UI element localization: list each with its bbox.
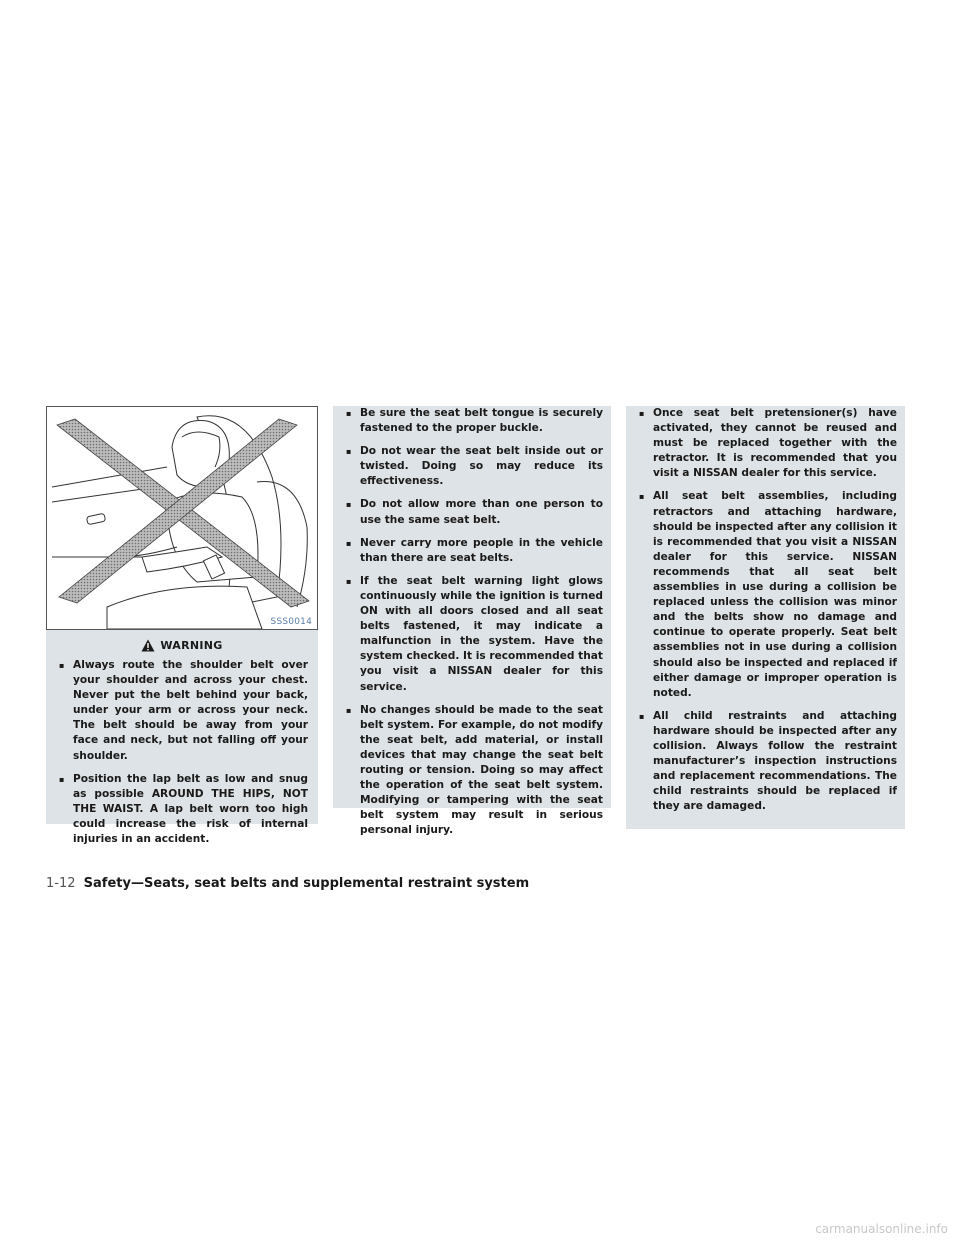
- list-item: ▪ Do not wear the seat belt inside out or twisted. Doing so may reduce its effectiveness.: [343, 444, 603, 489]
- warning-list-col3: [636, 406, 897, 814]
- list-item: ▪ All seat belt assemblies, including retractors and attaching hardware, should be inspected after any collision it is recommended that you visit a NISSAN dealer for this service. NISSAN recommends that all seat belt assemblies in use during a collision be replaced unless the collision was minor and the belts show no damage and continue to operate properly. Seat belt assemblies not in use during a collision should also be inspected and replaced if either damage or improper operation is noted.: [636, 489, 897, 700]
- warning-panel-col3: [626, 406, 905, 829]
- seat-belt-illustration: [46, 406, 318, 630]
- warning-heading: [56, 636, 308, 654]
- watermark: carmanualsonline.info: [815, 1222, 948, 1236]
- list-item: ▪ If the seat belt warning light glows continuously while the ignition is turned ON with all doors closed and all seat belts fastened, it may indicate a malfunction in the system. Have the system checked. It is recommended that you visit a NISSAN dealer for this service.: [343, 574, 603, 695]
- warning-list-col1: [56, 658, 308, 847]
- list-item: ▪ Once seat belt pretensioner(s) have activated, they cannot be reused and must be replaced together with the retractor. It is recommended that you visit a NISSAN dealer for this service.: [636, 406, 897, 481]
- warning-panel-col2: [333, 406, 611, 837]
- warning-triangle-icon: [141, 639, 155, 652]
- page-footer: [46, 876, 529, 891]
- list-item: ▪ No changes should be made to the seat belt system. For example, do not modify the seat belt, add material, or install devices that may change the seat belt routing or tension. Doing so may affect the operation of the seat belt system. Modifying or tampering with the seat belt system may result in serious personal injury.: [343, 703, 603, 839]
- page-number: 1-12: [46, 876, 76, 891]
- warning-panel-col1: [46, 630, 318, 846]
- list-item: ▪ Position the lap belt as low and snug as possible AROUND THE HIPS, NOT THE WAIST. A lap belt worn too high could increase the risk of internal injuries in an accident.: [56, 772, 308, 847]
- list-item: ▪ Never carry more people in the vehicle than there are seat belts.: [343, 536, 603, 566]
- warning-list-col2: [343, 406, 603, 838]
- list-item: ▪ Always route the shoulder belt over your shoulder and across your chest. Never put the belt behind your back, under your arm or across your neck. The belt should be away from your face and neck, but not falling off your shoulder.: [56, 658, 308, 764]
- list-item: ▪ All child restraints and attaching hardware should be inspected after any collision. Always follow the restraint manufacturer’s inspection instructions and replacement recommendations. The child restraints should be replaced if they are damaged.: [636, 709, 897, 815]
- figure-code: SSS0014: [270, 617, 312, 627]
- warning-heading-text: WARNING: [160, 638, 223, 652]
- list-item: ▪ Be sure the seat belt tongue is securely fastened to the proper buckle.: [343, 406, 603, 436]
- list-item: ▪ Do not allow more than one person to use the same seat belt.: [343, 497, 603, 527]
- improper-belt-drawing: [47, 407, 317, 629]
- section-title: Safety—Seats, seat belts and supplemental restraint system: [83, 876, 530, 891]
